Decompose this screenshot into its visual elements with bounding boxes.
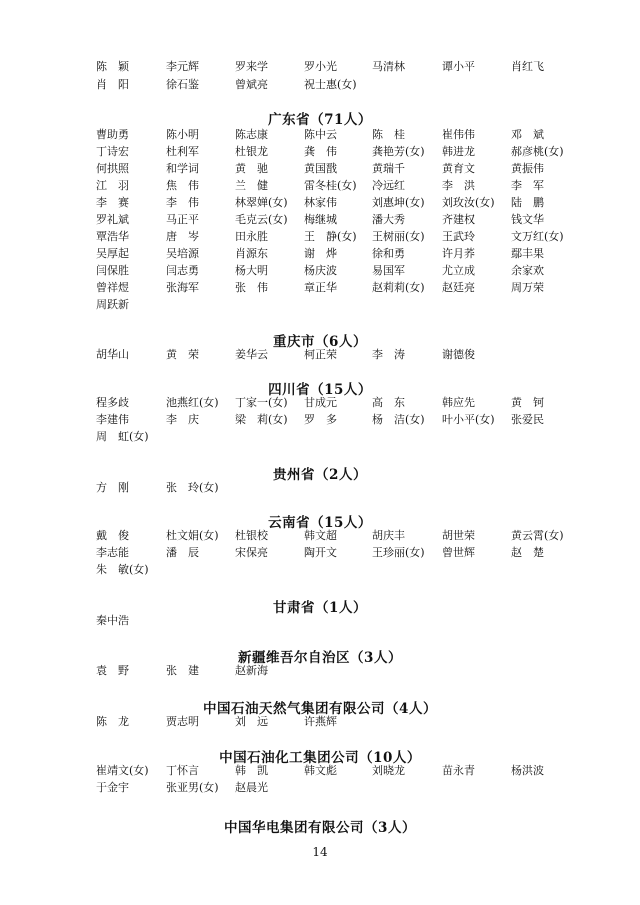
person-name: 甘成元 <box>304 396 337 409</box>
section-heading: 云南省（15人） <box>268 515 372 531</box>
person-name: 戴 俊 <box>96 529 129 542</box>
person-name: 文万红(女) <box>511 230 564 243</box>
person-name: 李元辉 <box>166 60 199 73</box>
person-name: 马正平 <box>166 213 199 226</box>
person-name: 黄 驰 <box>235 162 268 175</box>
person-name: 黄瑞千 <box>372 162 405 175</box>
person-name: 马清林 <box>372 60 405 73</box>
person-name: 王树丽(女) <box>372 230 425 243</box>
section-heading: 广东省（71人） <box>268 112 372 128</box>
person-name: 张海军 <box>166 281 199 294</box>
person-name: 龚艳芳(女) <box>372 145 425 158</box>
section-heading: 新疆维吾尔自治区（3人） <box>238 650 402 666</box>
person-name: 胡世荣 <box>442 529 475 542</box>
person-name: 李 军 <box>511 179 544 192</box>
person-name: 焦 伟 <box>166 179 199 192</box>
person-name: 杨庆波 <box>304 264 337 277</box>
person-name: 袁 野 <box>96 664 129 677</box>
person-name: 丁怀言 <box>166 764 199 777</box>
person-name: 林家伟 <box>304 196 337 209</box>
person-name: 罗礼斌 <box>96 213 129 226</box>
person-name: 钱文华 <box>511 213 544 226</box>
person-name: 谢德俊 <box>442 348 475 361</box>
person-name: 和学词 <box>166 162 199 175</box>
person-name: 姜华云 <box>235 348 268 361</box>
person-name: 田永胜 <box>235 230 268 243</box>
person-name: 黄国戬 <box>304 162 337 175</box>
person-name: 何拱照 <box>96 162 129 175</box>
person-name: 毛克云(女) <box>235 213 288 226</box>
person-name: 柯正荣 <box>304 348 337 361</box>
page-number: 14 <box>312 845 328 859</box>
person-name: 张 玲(女) <box>166 481 219 494</box>
person-name: 秦中浩 <box>96 614 129 627</box>
person-name: 叶小平(女) <box>442 413 495 426</box>
person-name: 祝士惠(女) <box>304 78 357 91</box>
person-name: 徐石鉴 <box>166 78 199 91</box>
section-heading: 中国石油天然气集团有限公司（4人） <box>203 701 437 717</box>
person-name: 赵 楚 <box>511 546 544 559</box>
person-name: 周跃新 <box>96 298 129 311</box>
person-name: 韩文超 <box>304 529 337 542</box>
person-name: 刘 远 <box>235 715 268 728</box>
person-name: 陈志康 <box>235 128 268 141</box>
person-name: 赵新海 <box>235 664 268 677</box>
person-name: 李志能 <box>96 546 129 559</box>
person-name: 宋保亮 <box>235 546 268 559</box>
section-heading: 甘肃省（1人） <box>273 600 367 616</box>
person-name: 龚 伟 <box>304 145 337 158</box>
person-name: 胡华山 <box>96 348 129 361</box>
person-name: 杜银校 <box>235 529 268 542</box>
person-name: 赵晨光 <box>235 781 268 794</box>
person-name: 潘大秀 <box>372 213 405 226</box>
person-name: 齐建权 <box>442 213 475 226</box>
person-name: 李 庆 <box>166 413 199 426</box>
person-name: 曾世辉 <box>442 546 475 559</box>
person-name: 易国军 <box>372 264 405 277</box>
person-name: 杨 洁(女) <box>372 413 425 426</box>
person-name: 苗永青 <box>442 764 475 777</box>
person-name: 陆 鹏 <box>511 196 544 209</box>
person-name: 吴培源 <box>166 247 199 260</box>
person-name: 肖红飞 <box>511 60 544 73</box>
person-name: 余家欢 <box>511 264 544 277</box>
person-name: 冷远红 <box>372 179 405 192</box>
person-name: 李建伟 <box>96 413 129 426</box>
person-name: 杨洪波 <box>511 764 544 777</box>
section-heading: 中国石油化工集团公司（10人） <box>219 750 421 766</box>
section-heading: 贵州省（2人） <box>273 467 367 483</box>
person-name: 李 赛 <box>96 196 129 209</box>
person-name: 陈 龙 <box>96 715 129 728</box>
person-name: 池燕红(女) <box>166 396 219 409</box>
person-name: 闫志勇 <box>166 264 199 277</box>
person-name: 杜文娟(女) <box>166 529 219 542</box>
person-name: 肖源东 <box>235 247 268 260</box>
person-name: 雷冬桂(女) <box>304 179 357 192</box>
person-name: 许燕辉 <box>304 715 337 728</box>
person-name: 吴厚起 <box>96 247 129 260</box>
person-name: 程多歧 <box>96 396 129 409</box>
person-name: 王 静(女) <box>304 230 357 243</box>
person-name: 梁 莉(女) <box>235 413 288 426</box>
person-name: 肖 阳 <box>96 78 129 91</box>
person-name: 崔伟伟 <box>442 128 475 141</box>
person-name: 韩文彪 <box>304 764 337 777</box>
person-name: 李 洪 <box>442 179 475 192</box>
person-name: 朱 敏(女) <box>96 563 149 576</box>
person-name: 刘玫汝(女) <box>442 196 495 209</box>
person-name: 郝彦桃(女) <box>511 145 564 158</box>
person-name: 林翠婵(女) <box>235 196 288 209</box>
person-name: 梅继城 <box>304 213 337 226</box>
person-name: 周万荣 <box>511 281 544 294</box>
person-name: 江 羽 <box>96 179 129 192</box>
person-name: 陈 颖 <box>96 60 129 73</box>
person-name: 张亚男(女) <box>166 781 219 794</box>
person-name: 陈中云 <box>304 128 337 141</box>
person-name: 方 刚 <box>96 481 129 494</box>
person-name: 李 涛 <box>372 348 405 361</box>
person-name: 尤立成 <box>442 264 475 277</box>
person-name: 张 建 <box>166 664 199 677</box>
person-name: 谭小平 <box>442 60 475 73</box>
person-name: 刘晓龙 <box>372 764 405 777</box>
person-name: 谢 烨 <box>304 247 337 260</box>
section-heading: 中国华电集团有限公司（3人） <box>224 820 416 836</box>
person-name: 徐和勇 <box>372 247 405 260</box>
person-name: 覃浩华 <box>96 230 129 243</box>
person-name: 刘惠坤(女) <box>372 196 425 209</box>
person-name: 黄云霄(女) <box>511 529 564 542</box>
person-name: 丁家一(女) <box>235 396 288 409</box>
person-name: 贾志明 <box>166 715 199 728</box>
person-name: 赵莉莉(女) <box>372 281 425 294</box>
person-name: 于金宇 <box>96 781 129 794</box>
person-name: 罗小光 <box>304 60 337 73</box>
person-name: 鄢丰果 <box>511 247 544 260</box>
person-name: 黄 钶 <box>511 396 544 409</box>
person-name: 黄育文 <box>442 162 475 175</box>
person-name: 罗 多 <box>304 413 337 426</box>
person-name: 兰 健 <box>235 179 268 192</box>
person-name: 赵廷亮 <box>442 281 475 294</box>
person-name: 崔靖文(女) <box>96 764 149 777</box>
person-name: 杜利军 <box>166 145 199 158</box>
section-heading: 四川省（15人） <box>268 382 372 398</box>
section-heading: 重庆市（6人） <box>273 334 367 350</box>
person-name: 张爱民 <box>511 413 544 426</box>
person-name: 潘 辰 <box>166 546 199 559</box>
person-name: 黄振伟 <box>511 162 544 175</box>
person-name: 高 东 <box>372 396 405 409</box>
person-name: 陈小明 <box>166 128 199 141</box>
person-name: 曾祥煜 <box>96 281 129 294</box>
person-name: 陈 桂 <box>372 128 405 141</box>
person-name: 李 伟 <box>166 196 199 209</box>
person-name: 王珍丽(女) <box>372 546 425 559</box>
person-name: 周 虹(女) <box>96 430 149 443</box>
person-name: 邓 斌 <box>511 128 544 141</box>
person-name: 杜银龙 <box>235 145 268 158</box>
person-name: 章正华 <box>304 281 337 294</box>
person-name: 曹助勇 <box>96 128 129 141</box>
person-name: 罗来学 <box>235 60 268 73</box>
person-name: 黄 荣 <box>166 348 199 361</box>
person-name: 胡庆丰 <box>372 529 405 542</box>
person-name: 陶开文 <box>304 546 337 559</box>
person-name: 韩进龙 <box>442 145 475 158</box>
person-name: 唐 岑 <box>166 230 199 243</box>
person-name: 韩 凯 <box>235 764 268 777</box>
person-name: 杨大明 <box>235 264 268 277</box>
person-name: 王武玲 <box>442 230 475 243</box>
person-name: 曾斌亮 <box>235 78 268 91</box>
person-name: 许月荞 <box>442 247 475 260</box>
person-name: 张 伟 <box>235 281 268 294</box>
person-name: 闫保胜 <box>96 264 129 277</box>
person-name: 韩应先 <box>442 396 475 409</box>
person-name: 丁诗宏 <box>96 145 129 158</box>
